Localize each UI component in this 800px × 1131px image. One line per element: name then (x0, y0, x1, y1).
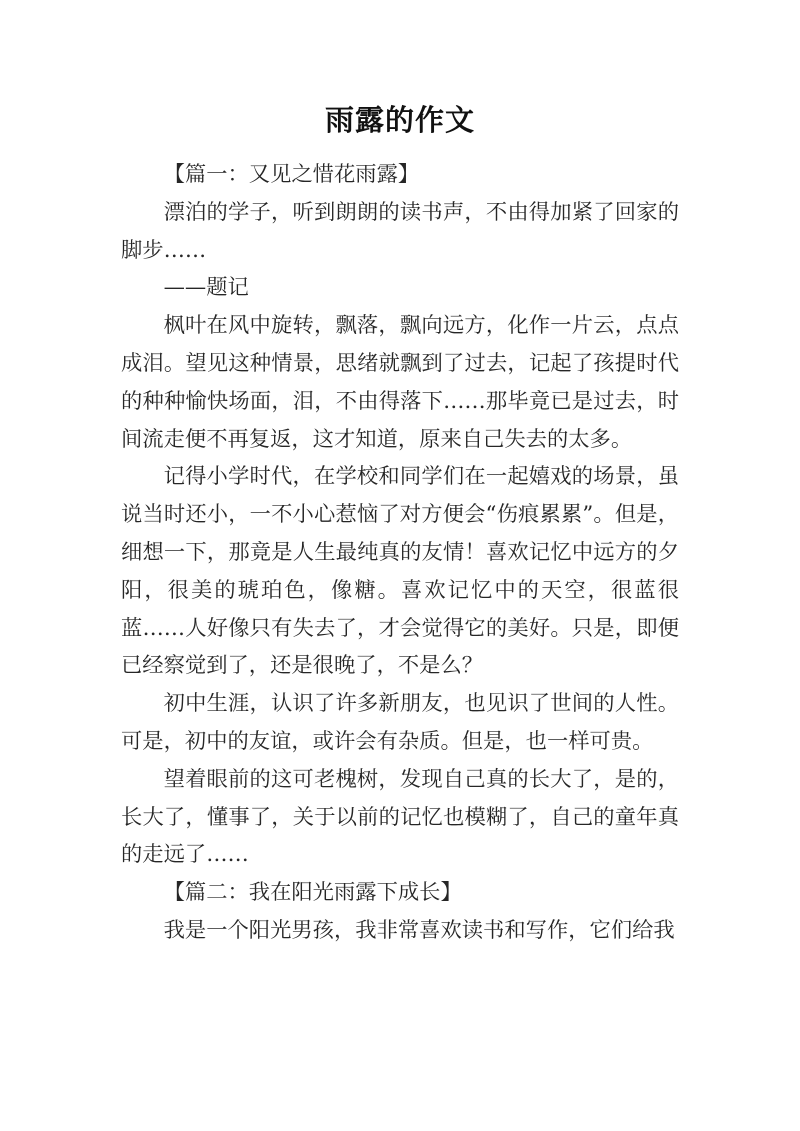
section-heading-1: 【篇一：又见之惜花雨露】 (163, 162, 420, 187)
paragraph: 我是一个阳光男孩，我非常喜欢读书和写作，它们给我 (163, 917, 675, 943)
paragraph: 漂泊的学子，听到朗朗的读书声，不由得加紧了回家的脚步…… (121, 199, 679, 263)
paragraph: 记得小学时代，在学校和同学们在一起嬉戏的场景，虽说当时还小，一不小心惹恼了对方便会“伤痕累累”。但是，细想一下，那竟是人生最纯真的友情！喜欢记忆中远方的夕阳，很美的琥珀色，像糖。喜欢记忆中的天空，很蓝很蓝……人好像只有失去了，才会觉得它的美好。只是，即便已经察觉到了，还是很晚了，不是么？ (121, 464, 679, 679)
paragraph-epigraph-attribution: ——题记 (163, 275, 249, 301)
section-heading-2: 【篇二：我在阳光雨露下成长】 (163, 880, 462, 906)
paragraph: 初中生涯，认识了许多新朋友，也见识了世间的人性。可是，初中的友谊，或许会有杂质。但是，也一样可贵。 (121, 691, 679, 754)
document-body (121, 156, 679, 950)
paragraph: 望着眼前的这可老槐树，发现自己真的长大了，是的，长大了，懂事了，关于以前的记忆也模糊了，自己的童年真的走远了…… (121, 766, 679, 868)
document-title: 雨露的作文 (324, 103, 475, 137)
paragraph: 枫叶在风中旋转，飘落，飘向远方，化作一片云，点点成泪。望见这种情景，思绪就飘到了过去，记起了孩提时代的种种愉快场面，泪，不由得落下……那毕竟已是过去，时间流走便不再复返，这才知道，原来自己失去的太多。 (121, 313, 679, 452)
